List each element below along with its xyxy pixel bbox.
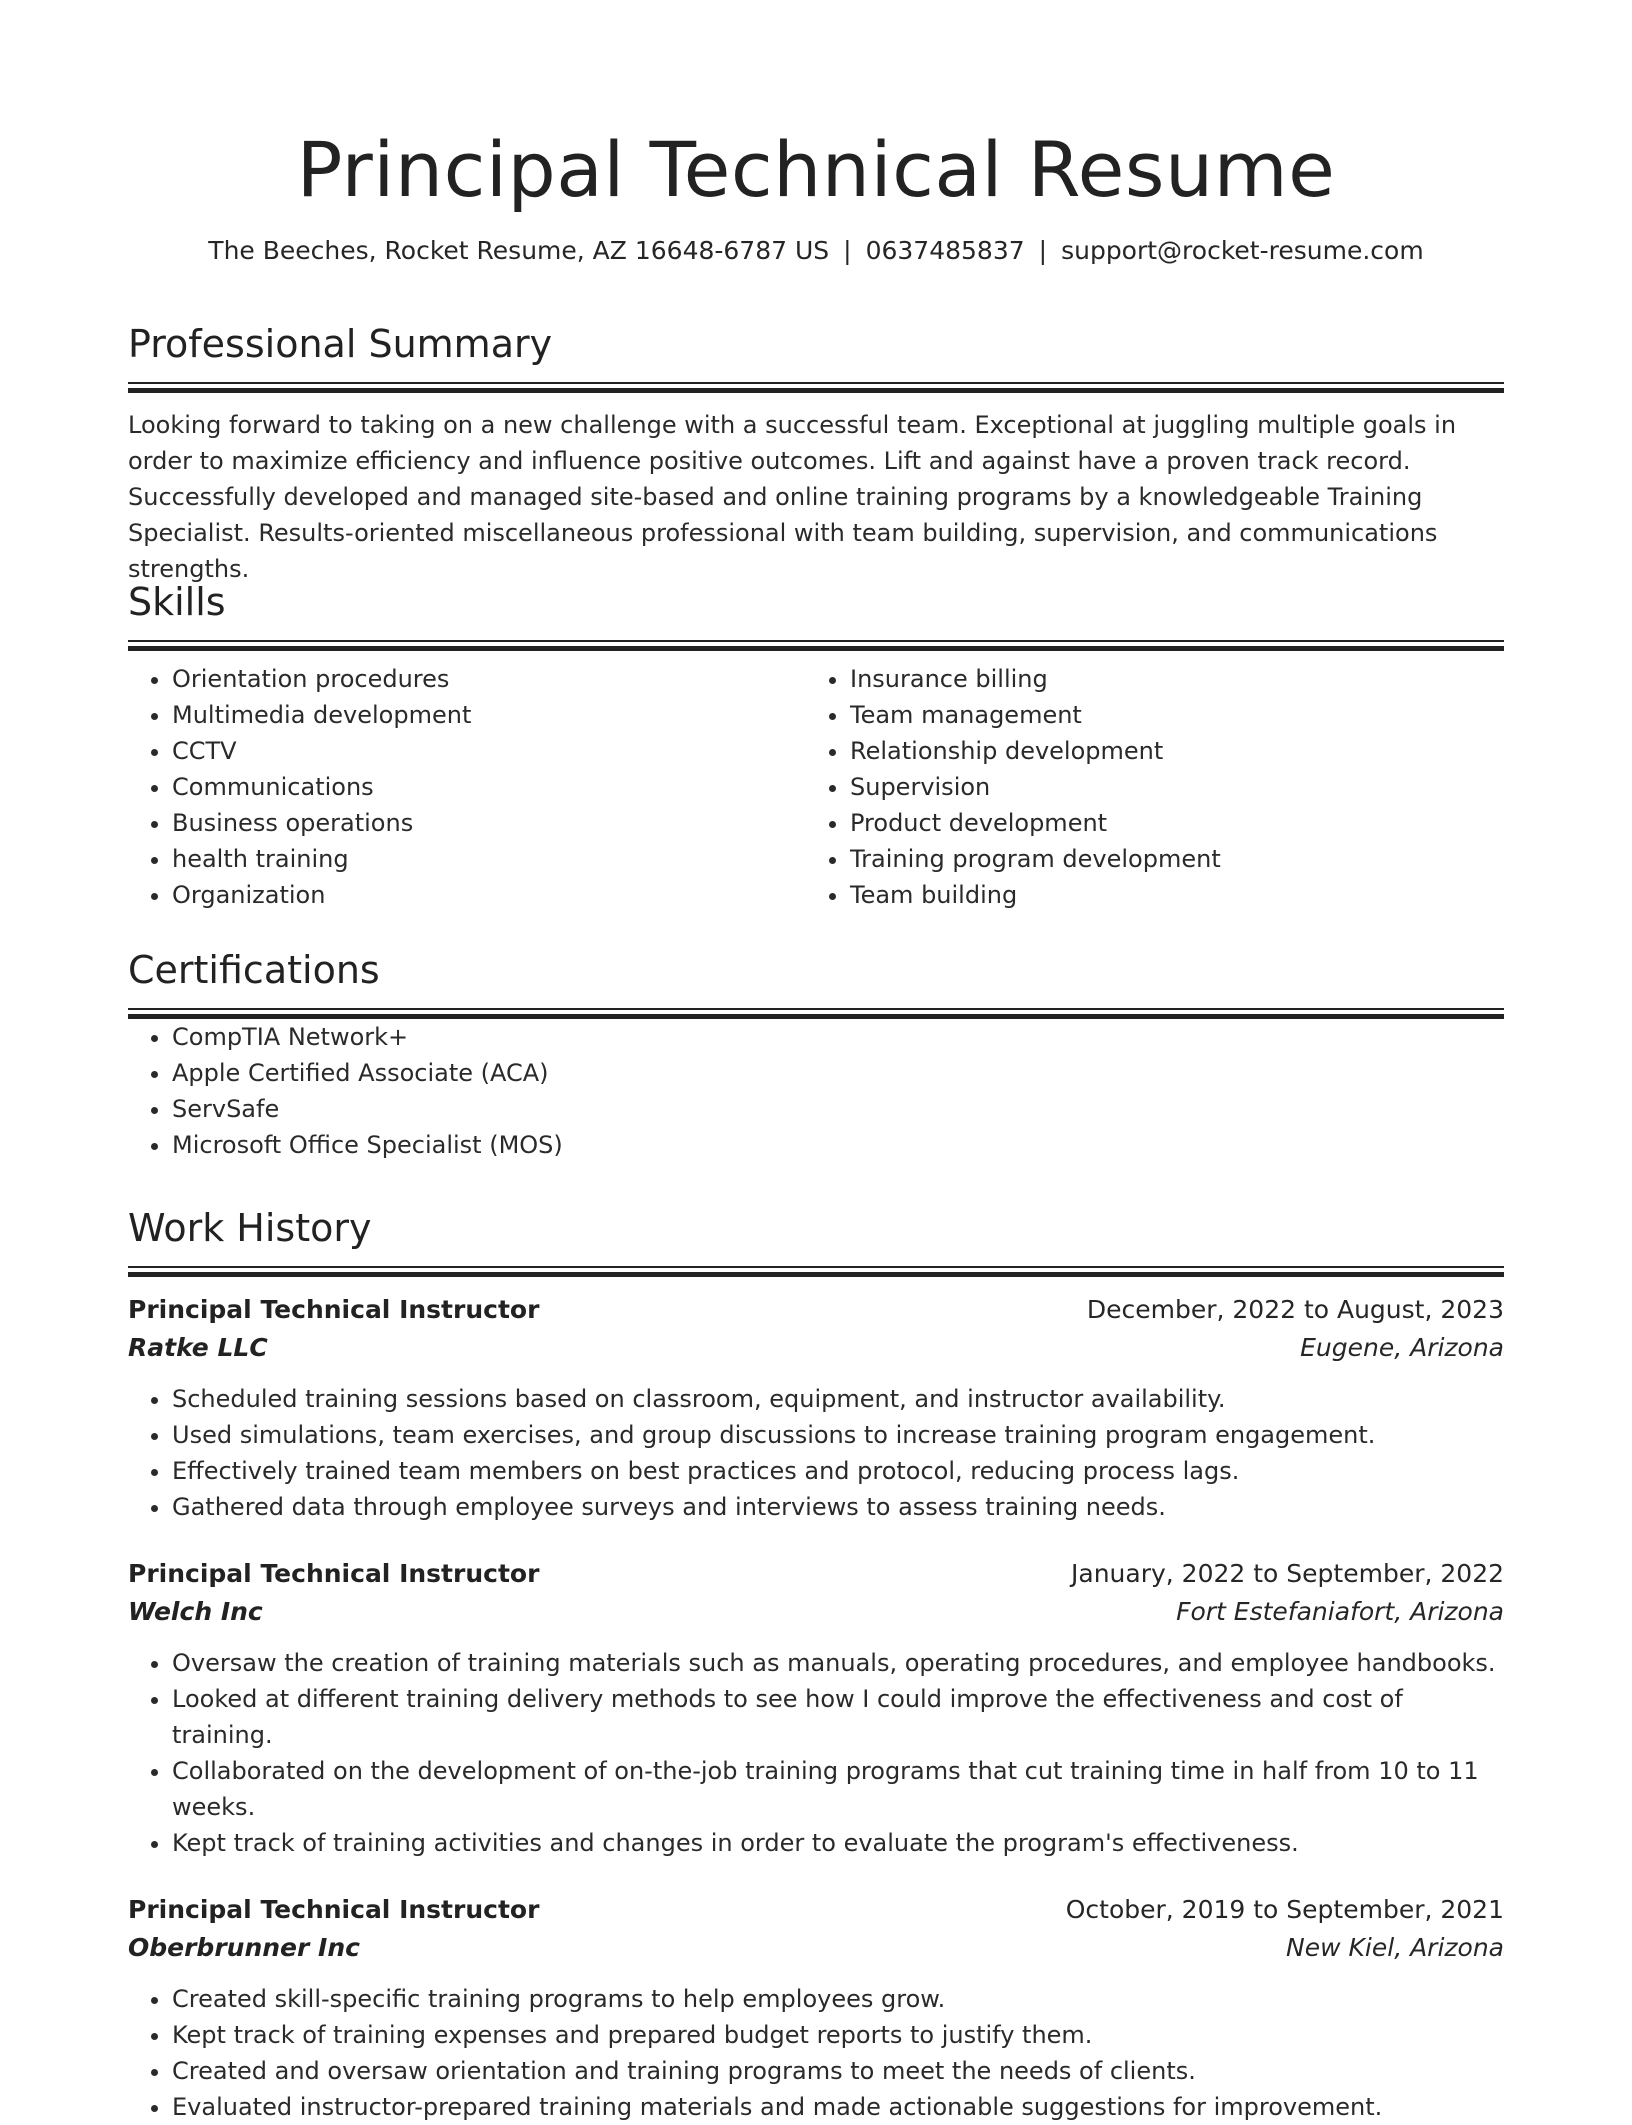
section-title: Skills: [128, 580, 226, 624]
section-title: Certifications: [128, 948, 380, 992]
skills-grid: [128, 661, 1504, 913]
job-dates: October, 2019 to September, 2021: [1065, 1895, 1504, 1924]
skills-section: [128, 578, 1504, 913]
skill-item: • Orientation procedures: [172, 661, 806, 697]
job-subheader: [128, 1593, 1504, 1631]
job-title: Principal Technical Instructor: [128, 1895, 540, 1924]
job-company: Welch Inc: [128, 1597, 263, 1626]
resume-title: Principal Technical Resume: [296, 125, 1336, 214]
contact-phone: 0637485837: [865, 236, 1025, 265]
skills-list: [128, 661, 806, 913]
section-divider: [128, 1266, 1504, 1277]
job-duties-list: [128, 1981, 1504, 2125]
skills-column-right: [806, 661, 1484, 913]
job-dates: December, 2022 to August, 2023: [1086, 1295, 1504, 1324]
job-duty: • Oversaw the creation of training materials such as manuals, operating procedures, and employee handbooks.: [172, 1645, 1504, 1681]
job-header: [128, 1291, 1504, 1329]
job-header: [128, 1891, 1504, 1929]
job-location: Eugene, Arizona: [1300, 1333, 1504, 1362]
job-duty: • Kept track of training expenses and prepared budget reports to justify them.: [172, 2017, 1504, 2053]
section-divider: [128, 1008, 1504, 1019]
skill-item: • Training program development: [850, 841, 1484, 877]
skill-item: • Supervision: [850, 769, 1484, 805]
job-duty: • Effectively trained team members on best practices and protocol, reducing process lags.: [172, 1453, 1504, 1489]
job-duty: • Used simulations, team exercises, and group discussions to increase training program engagement.: [172, 1417, 1504, 1453]
job-duty: • Kept track of training activities and changes in order to evaluate the program's effectiveness.: [172, 1825, 1504, 1861]
job-entry: [128, 1555, 1504, 1861]
contact-line: [128, 234, 1504, 268]
job-duties-list: [128, 1381, 1504, 1525]
job-duty: • Scheduled training sessions based on classroom, equipment, and instructor availability.: [172, 1381, 1504, 1417]
job-location: New Kiel, Arizona: [1286, 1933, 1504, 1962]
job-entry: [128, 1891, 1504, 2125]
summary-text: Looking forward to taking on a new challenge with a successful team. Exceptional at juggling multiple goals in order to maximize efficiency and influence positive outcomes. Lift and against have a proven track record. Successfully developed and managed site-based and online training programs by a knowledgeable Training Specialist. Results-oriented miscellaneous professional with team building, supervision, and communications strengths.: [128, 411, 1457, 583]
skills-list: [806, 661, 1484, 913]
skill-item: • Relationship development: [850, 733, 1484, 769]
job-duty: • Collaborated on the development of on-the-job training programs that cut training time in half from 10 to 11 weeks.: [172, 1753, 1504, 1825]
section-title: Professional Summary: [128, 322, 553, 366]
contact-address: The Beeches, Rocket Resume, AZ 16648-6787 US: [208, 236, 830, 265]
job-duty: • Looked at different training delivery methods to see how I could improve the effectiveness and cost of training.: [172, 1681, 1504, 1753]
job-dates: January, 2022 to September, 2022: [1071, 1559, 1504, 1588]
skill-item: • Multimedia development: [172, 697, 806, 733]
job-company: Oberbrunner Inc: [128, 1933, 360, 1962]
job-entry: [128, 1291, 1504, 1525]
certification-item: • ServSafe: [172, 1091, 1504, 1127]
job-location: Fort Estefaniafort, Arizona: [1176, 1597, 1504, 1626]
contact-separator: |: [843, 236, 852, 265]
certification-item: • CompTIA Network+: [172, 1019, 1504, 1055]
skill-item: • CCTV: [172, 733, 806, 769]
professional-summary-section: [128, 320, 1504, 587]
skill-item: • Product development: [850, 805, 1484, 841]
job-title: Principal Technical Instructor: [128, 1295, 540, 1324]
section-title: Work History: [128, 1206, 372, 1250]
skill-item: • Communications: [172, 769, 806, 805]
contact-email: support@rocket-resume.com: [1061, 236, 1424, 265]
work-history-section: [128, 1204, 1504, 2125]
skill-item: • health training: [172, 841, 806, 877]
section-divider: [128, 382, 1504, 393]
certification-item: • Microsoft Office Specialist (MOS): [172, 1127, 1504, 1163]
job-duties-list: [128, 1645, 1504, 1861]
skills-column-left: [128, 661, 806, 913]
skill-item: • Team management: [850, 697, 1484, 733]
job-duty: • Gathered data through employee surveys and interviews to assess training needs.: [172, 1489, 1504, 1525]
certifications-list: [128, 1019, 1504, 1163]
job-title: Principal Technical Instructor: [128, 1559, 540, 1588]
skill-item: • Business operations: [172, 805, 806, 841]
job-subheader: [128, 1329, 1504, 1367]
certification-item: • Apple Certified Associate (ACA): [172, 1055, 1504, 1091]
job-header: [128, 1555, 1504, 1593]
job-duty: • Created skill-specific training programs to help employees grow.: [172, 1981, 1504, 2017]
skill-item: • Team building: [850, 877, 1484, 913]
skill-item: • Organization: [172, 877, 806, 913]
job-duty: • Created and oversaw orientation and training programs to meet the needs of clients.: [172, 2053, 1504, 2089]
skill-item: • Insurance billing: [850, 661, 1484, 697]
job-company: Ratke LLC: [128, 1333, 268, 1362]
contact-separator: |: [1038, 236, 1048, 265]
job-duty: • Evaluated instructor-prepared training materials and made actionable suggestions for improvement.: [172, 2089, 1504, 2125]
job-subheader: [128, 1929, 1504, 1967]
resume-page: [128, 0, 1504, 2121]
section-divider: [128, 640, 1504, 651]
certifications-section: [128, 946, 1504, 1163]
